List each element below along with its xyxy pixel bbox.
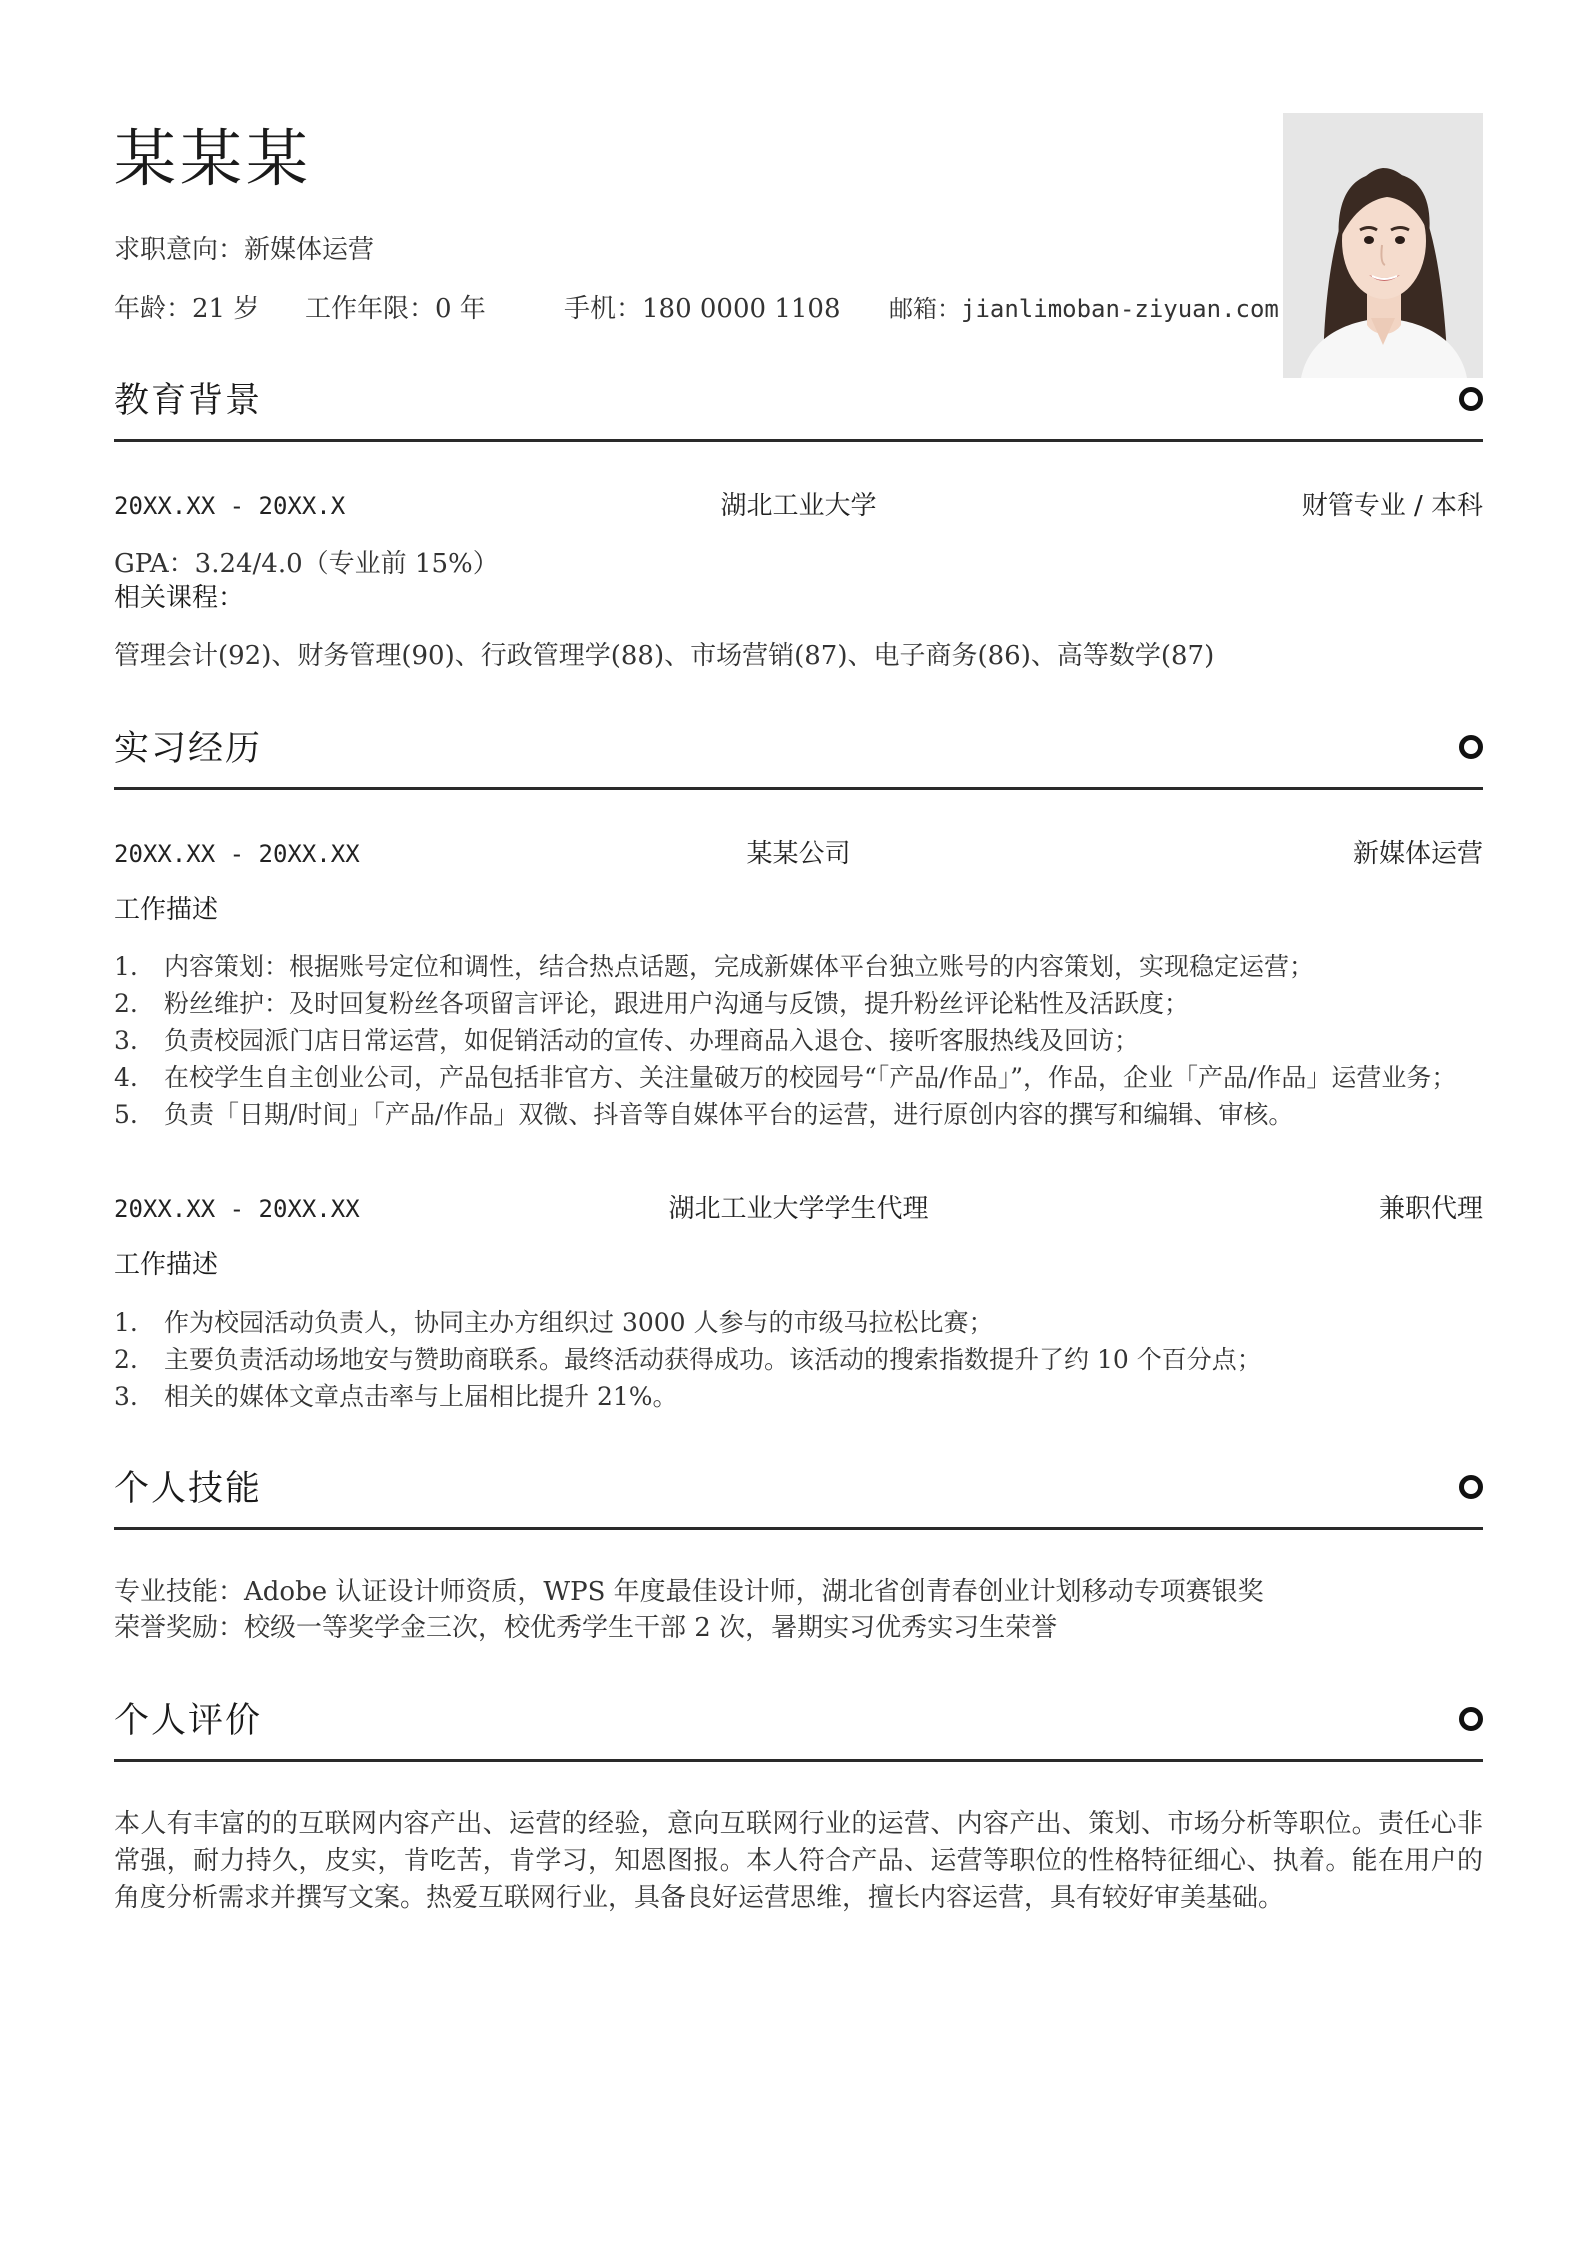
experience-row — [114, 834, 1483, 874]
gpa-line: GPA：3.24/4.0（专业前 15%） — [114, 549, 499, 579]
education-title: 教育背景 — [114, 381, 263, 421]
age-info: 年龄：21 岁 — [114, 294, 260, 324]
circle-icon — [1459, 387, 1483, 411]
list-item: 3. 负责校园派门店日常运营，如促销活动的宣传、办理商品入退仓、接听客服热线及回访； — [114, 1026, 1140, 1055]
circle-icon — [1459, 735, 1483, 759]
experience-period: 20XX.XX - 20XX.XX — [114, 840, 360, 868]
experience-period: 20XX.XX - 20XX.XX — [114, 1195, 360, 1223]
skills-section-header — [114, 1464, 1483, 1534]
section-divider — [114, 1527, 1483, 1530]
experience-row — [114, 1189, 1483, 1229]
list-item: 5. 负责「日期/时间」「产品/作品」双微、抖音等自媒体平台的运营，进行原创内容的撰写和编辑、审核。 — [114, 1100, 1294, 1129]
list-item: 2. 粉丝维护：及时回复粉丝各项留言评论，跟进用户沟通与反馈，提升粉丝评论粘性及活跃度； — [114, 989, 1190, 1018]
experience-list — [114, 948, 1483, 1133]
experience-org: 湖北工业大学学生代理 — [668, 1194, 929, 1224]
courses-label: 相关课程： — [114, 583, 245, 613]
list-item: 1. 内容策划：根据账号定位和调性，结合热点话题，完成新媒体平台独立账号的内容策划，实现稳定运营； — [114, 952, 1315, 981]
section-divider — [114, 439, 1483, 442]
evaluation-title: 个人评价 — [114, 1701, 263, 1741]
education-row — [114, 486, 1483, 526]
experience-org: 某某公司 — [746, 839, 851, 869]
list-item: 1. 作为校园活动负责人，协同主办方组织过 3000 人参与的市级马拉松比赛； — [114, 1308, 994, 1337]
school-name: 湖北工业大学 — [720, 491, 877, 521]
phone-info: 手机：180 0000 1108 — [564, 294, 841, 324]
work-years-info: 工作年限：0 年 — [305, 294, 486, 324]
circle-icon — [1459, 1707, 1483, 1731]
list-item: 2. 主要负责活动场地安与赞助商联系。最终活动获得成功。该活动的搜索指数提升了约 10 个百分点； — [114, 1345, 1262, 1374]
candidate-name: 某某某 — [114, 122, 313, 195]
portrait-image — [1283, 113, 1483, 378]
work-description-label: 工作描述 — [114, 1250, 219, 1280]
professional-skills: 专业技能：Adobe 认证设计师资质，WPS 年度最佳设计师，湖北省创青春创业计划移动专项赛银奖 — [114, 1577, 1264, 1607]
honors-awards: 荣誉奖励：校级一等奖学金三次，校优秀学生干部 2 次，暑期实习优秀实习生荣誉 — [114, 1613, 1058, 1643]
evaluation-section-header — [114, 1696, 1483, 1766]
job-objective: 求职意向：新媒体运营 — [114, 235, 375, 265]
internship-section-header — [114, 724, 1483, 794]
self-evaluation-text: 本人有丰富的的互联网内容产出、运营的经验，意向互联网行业的运营、内容产出、策划、市场分析等职位。责任心非常强，耐力持久，皮实，肯吃苦，肯学习，知恩图报。本人符合产品、运营等职位的性格特征细心、执着。能在用户的角度分析需求并撰写文案。热爱互联网行业，具备良好运营思维，擅长内容运营，具有较好审美基础。 — [114, 1809, 1483, 1913]
profile-photo — [1283, 113, 1483, 378]
email-info: 邮箱：jianlimoban-ziyuan.com — [889, 295, 1279, 323]
work-description-label: 工作描述 — [114, 895, 219, 925]
major-degree: 财管专业 / 本科 — [1301, 491, 1483, 521]
skills-title: 个人技能 — [114, 1469, 263, 1509]
internship-title: 实习经历 — [114, 729, 263, 769]
experience-list — [114, 1304, 1483, 1415]
list-item: 4. 在校学生自主创业公司，产品包括非官方、关注量破万的校园号“「产品/作品」”，作品，企业「产品/作品」运营业务； — [114, 1063, 1457, 1092]
education-section-header — [114, 376, 1483, 446]
courses-line: 管理会计(92)、财务管理(90)、行政管理学(88)、市场营销(87)、电子商务(86)、高等数学(87) — [114, 641, 1215, 671]
education-period: 20XX.XX - 20XX.X — [114, 492, 346, 520]
section-divider — [114, 787, 1483, 790]
circle-icon — [1459, 1475, 1483, 1499]
section-divider — [114, 1759, 1483, 1762]
list-item: 3. 相关的媒体文章点击率与上届相比提升 21%。 — [114, 1382, 678, 1411]
experience-role: 新媒体运营 — [1352, 839, 1483, 869]
experience-role: 兼职代理 — [1378, 1194, 1483, 1224]
